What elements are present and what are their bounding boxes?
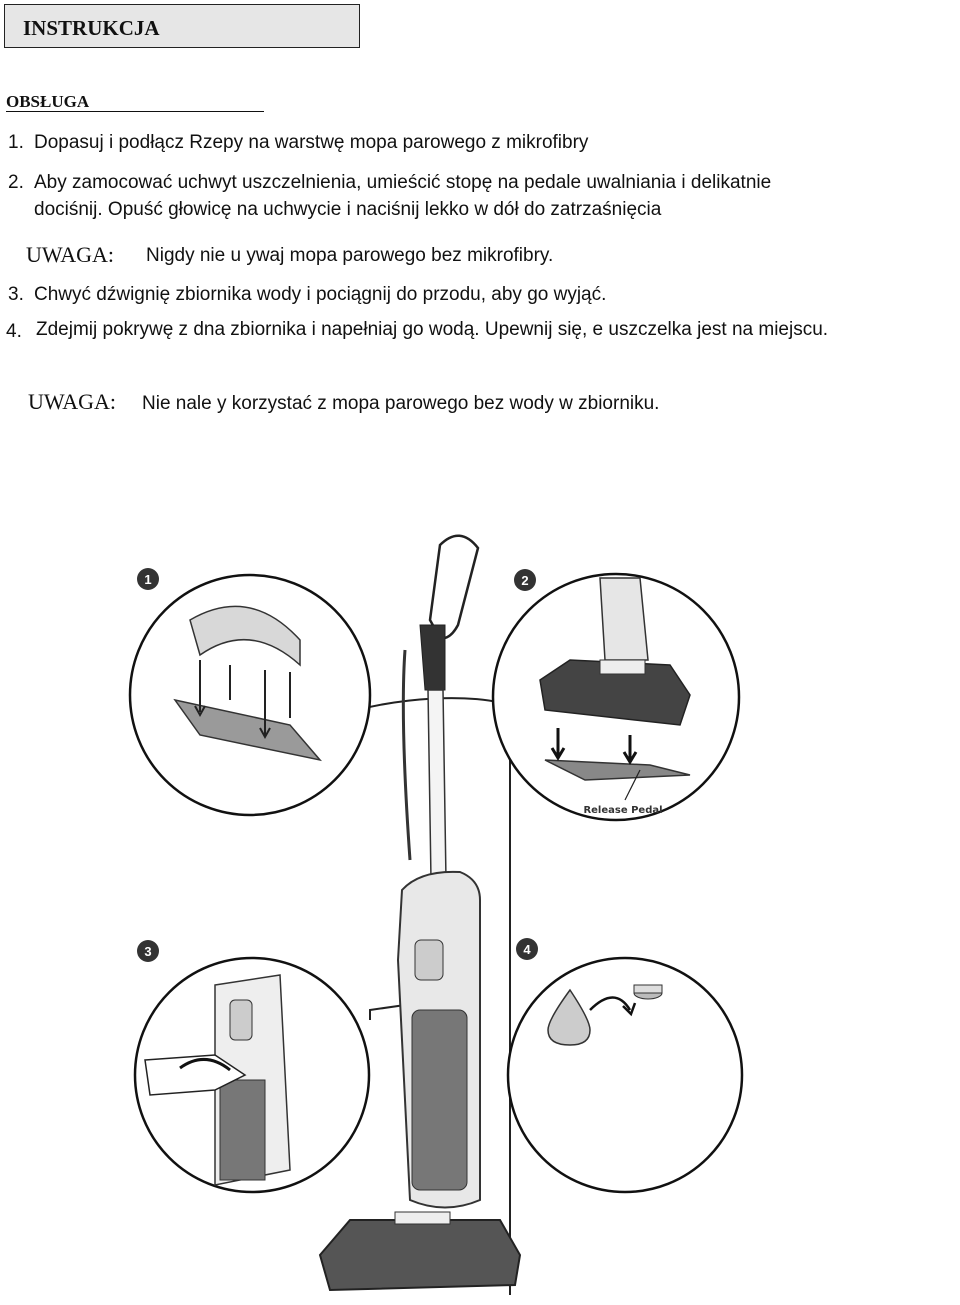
step-2-text-line2: dociśnij. Opuść głowicę na uchwycie i naciśnij lekko w dół do zatrzaśnięcia — [34, 199, 662, 220]
mop-handle-lower — [600, 578, 648, 660]
badge-3-number: 3 — [144, 944, 152, 959]
badge-1 — [137, 568, 159, 590]
step-1-text: Dopasuj i podłącz Rzepy na warstwę mopa parowego z mikrofibry — [34, 132, 589, 153]
step-3-number: 3. — [8, 284, 24, 305]
badge-2-number: 2 — [521, 573, 529, 588]
note-1-label: UWAGA: — [26, 242, 114, 267]
release-pedal-label: Release Pedal — [583, 805, 663, 816]
section-heading: OBSŁUGA — [6, 92, 90, 111]
step-3-circle — [135, 958, 369, 1192]
step-2-number: 2. — [8, 172, 24, 193]
power-cord — [403, 650, 410, 860]
badge-2 — [514, 569, 536, 591]
mop-pole — [428, 690, 446, 880]
note-2-text: Nie nale y korzystać z mopa parowego bez wody w zbiorniku. — [142, 393, 660, 414]
step-4-circle — [508, 958, 742, 1192]
step-1-number: 1. — [8, 132, 24, 153]
step-2-text-line1: Aby zamocować uchwyt uszczelnienia, umieścić stopę na pedale uwalniania i delikatnie — [34, 172, 772, 193]
note-2-label: UWAGA: — [28, 389, 116, 414]
badge-4 — [516, 938, 538, 960]
mop-handle-grip — [430, 536, 478, 639]
water-tank — [412, 1010, 467, 1190]
badge-4-number: 4 — [523, 942, 531, 957]
step-4-text: Zdejmij pokrywę z dna zbiornika i napełniaj go wodą. Upewnij się, e uszczelka jest na miejscu. — [36, 319, 829, 340]
step-1-circle — [130, 575, 370, 815]
badge-3 — [137, 940, 159, 962]
step-3-text: Chwyć dźwignię zbiornika wody i pociągnij do przodu, aby go wyjąć. — [34, 284, 607, 305]
page-title: INSTRUKCJA — [23, 16, 160, 40]
badge-1-number: 1 — [144, 572, 152, 587]
note-1-text: Nigdy nie u ywaj mopa parowego bez mikrofibry. — [146, 245, 554, 266]
mop-base-head — [320, 1220, 520, 1290]
step-4-number: 4. — [6, 321, 22, 342]
step-2-circle — [493, 574, 739, 820]
